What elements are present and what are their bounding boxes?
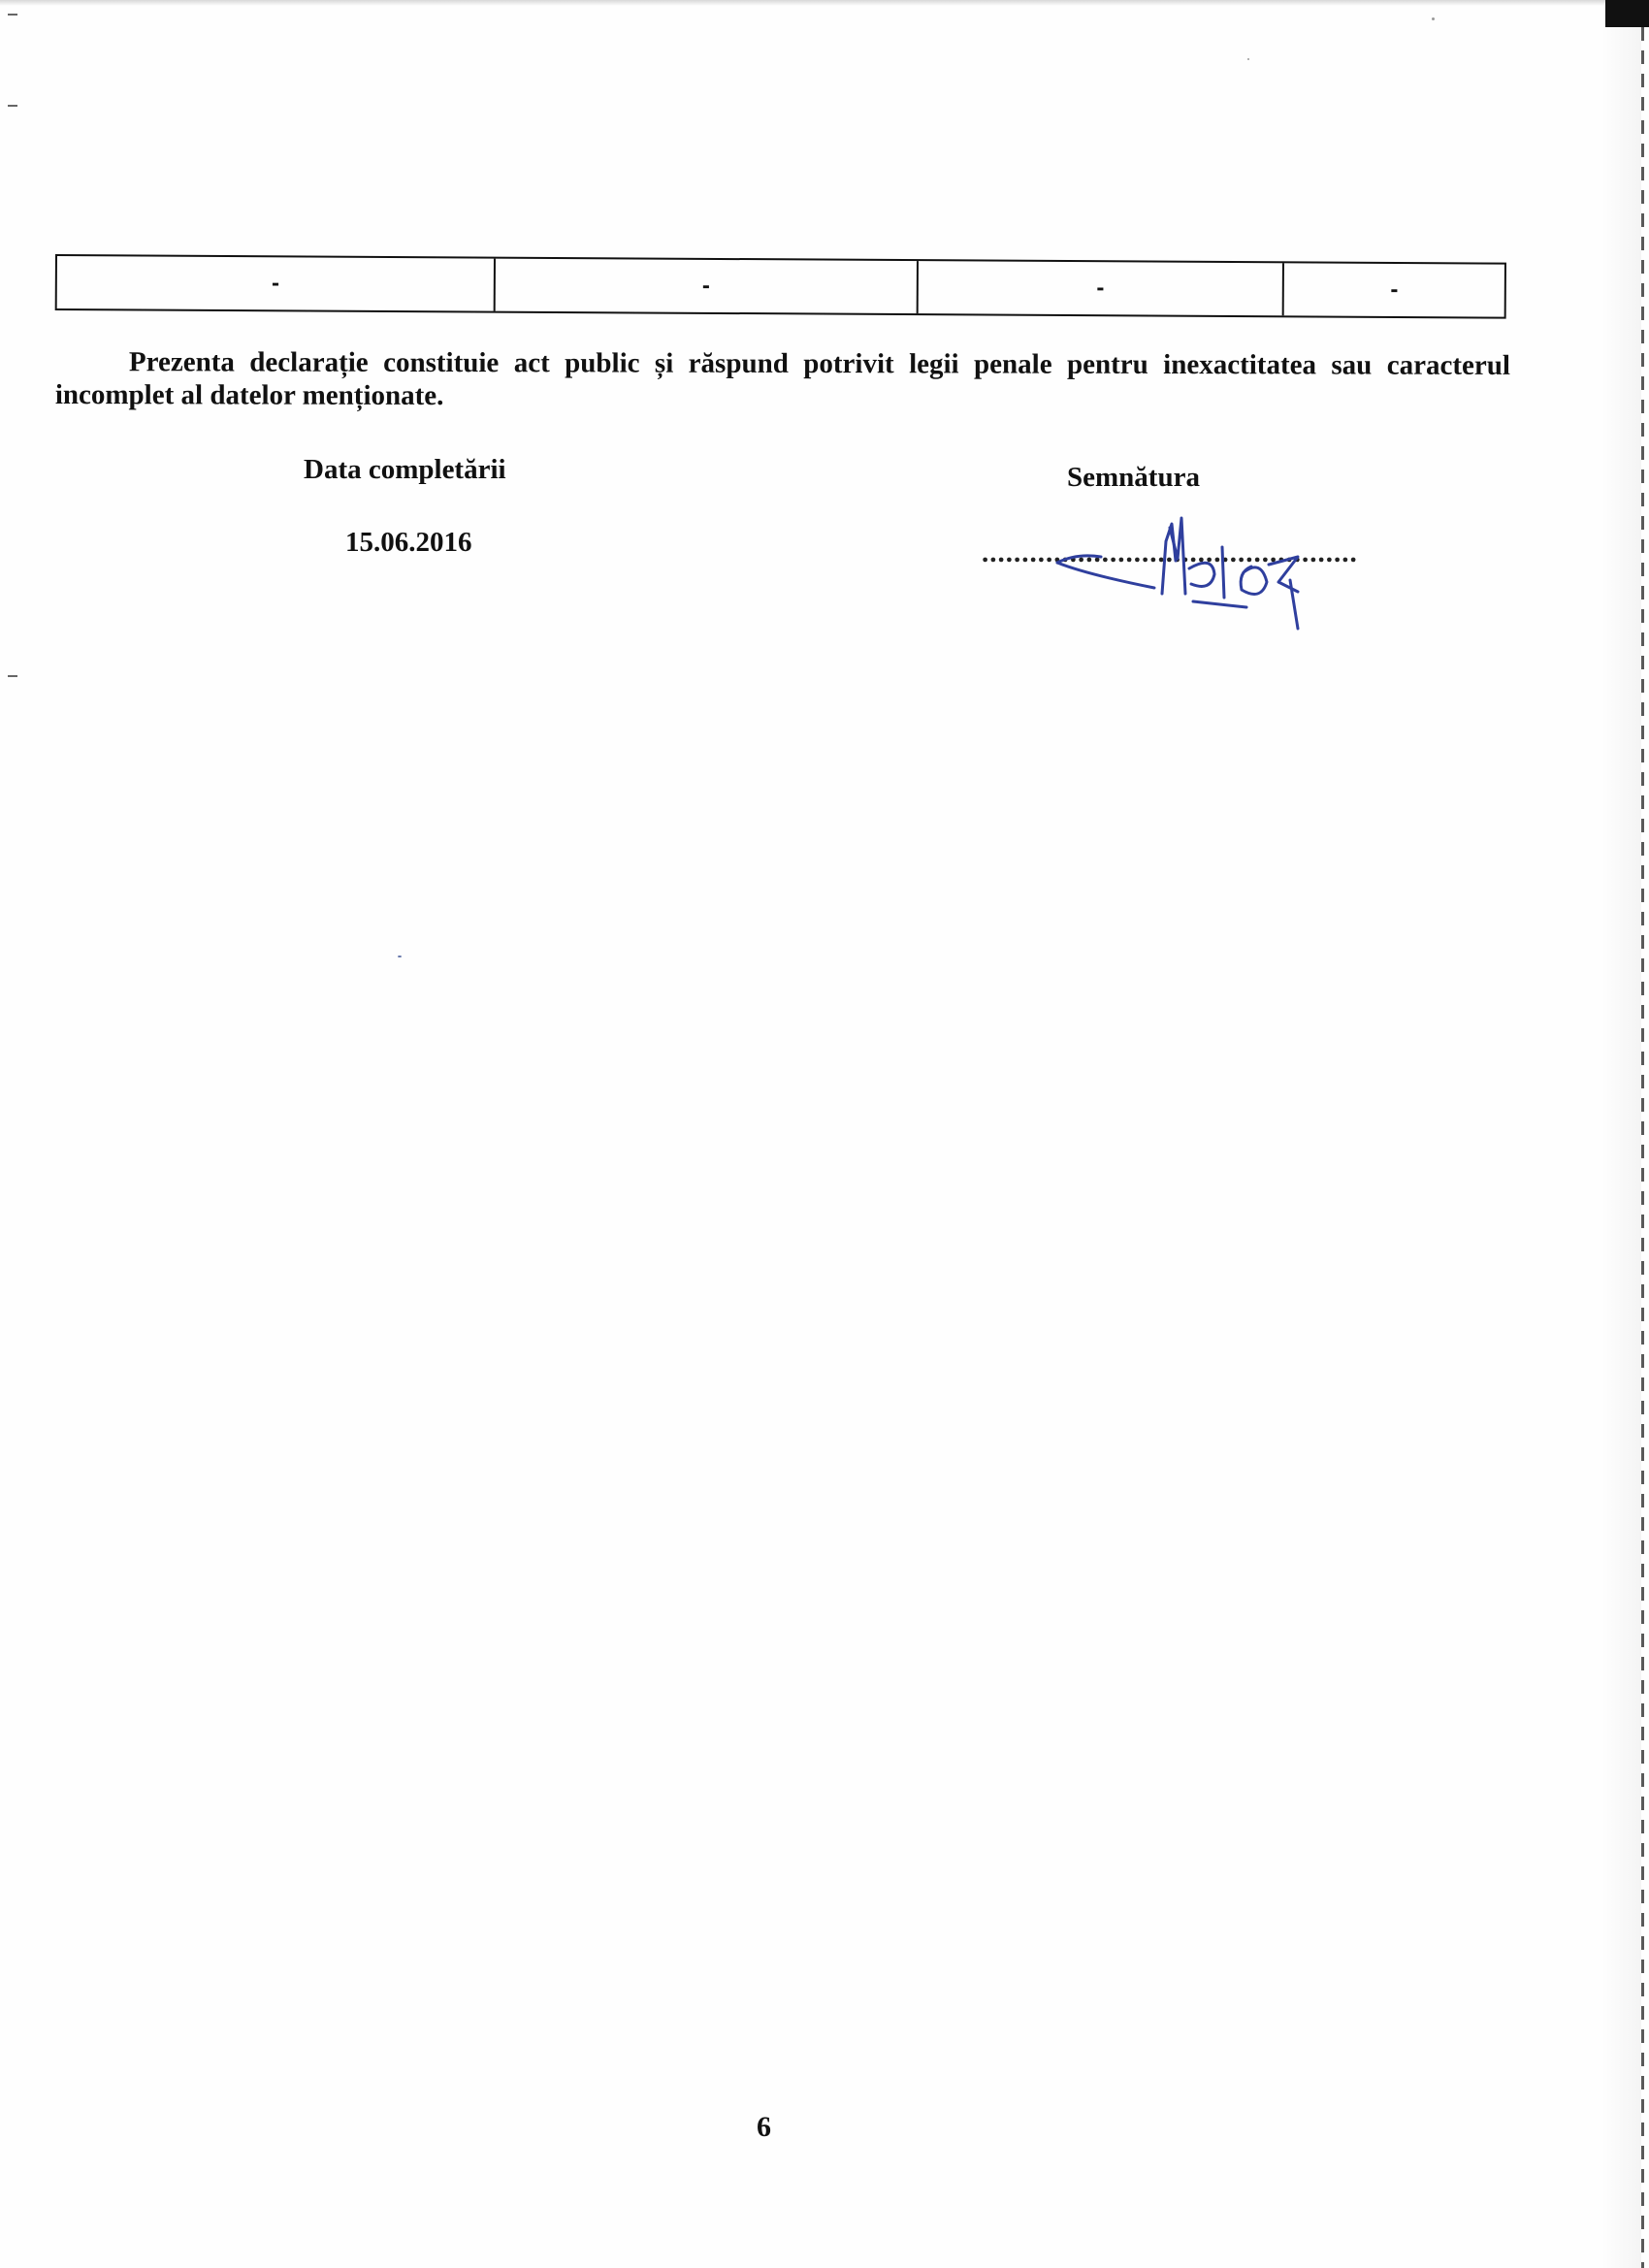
- scan-right-shade: [1600, 0, 1641, 2268]
- table-cell: -: [57, 256, 497, 311]
- scan-top-edge: [0, 0, 1649, 6]
- scan-speck: [398, 956, 402, 957]
- signature-stroke: [1269, 557, 1298, 592]
- signature-stroke: [1290, 580, 1298, 629]
- scan-speck: [1432, 17, 1435, 20]
- signature-stroke: [1057, 556, 1101, 563]
- handwritten-signature: [1048, 504, 1339, 640]
- signature-stroke: [1193, 601, 1246, 607]
- signature-stroke: [1241, 567, 1267, 595]
- signature-line: ...............................................: [982, 537, 1358, 568]
- scan-speck: [1247, 58, 1249, 60]
- signature-stroke: [1189, 563, 1214, 586]
- table-cell: -: [1390, 275, 1399, 303]
- signature-stroke: [1222, 547, 1224, 598]
- signature-label: Semnătura: [1067, 462, 1200, 493]
- signature-stroke: [1057, 563, 1154, 588]
- page-number: 6: [757, 2111, 771, 2143]
- scan-left-mark: [8, 675, 17, 677]
- table-cell: -: [918, 261, 1284, 315]
- table-cell: -: [496, 259, 919, 314]
- scan-left-mark: [8, 105, 17, 107]
- scan-left-mark: [8, 14, 17, 16]
- completion-date-label: Data completării: [304, 454, 506, 485]
- scan-right-edge: [1641, 27, 1644, 2268]
- scan-corner-mark: [1605, 0, 1649, 27]
- table-row: [55, 254, 1506, 319]
- declaration-text: Prezenta declarație constituie act public și răspund potrivit legii penale pentru inexactitatea sau caracterul incomplet al datelor menționate.: [54, 346, 1510, 412]
- signature-stroke: [1162, 524, 1176, 594]
- completion-date-value: 15.06.2016: [345, 527, 472, 558]
